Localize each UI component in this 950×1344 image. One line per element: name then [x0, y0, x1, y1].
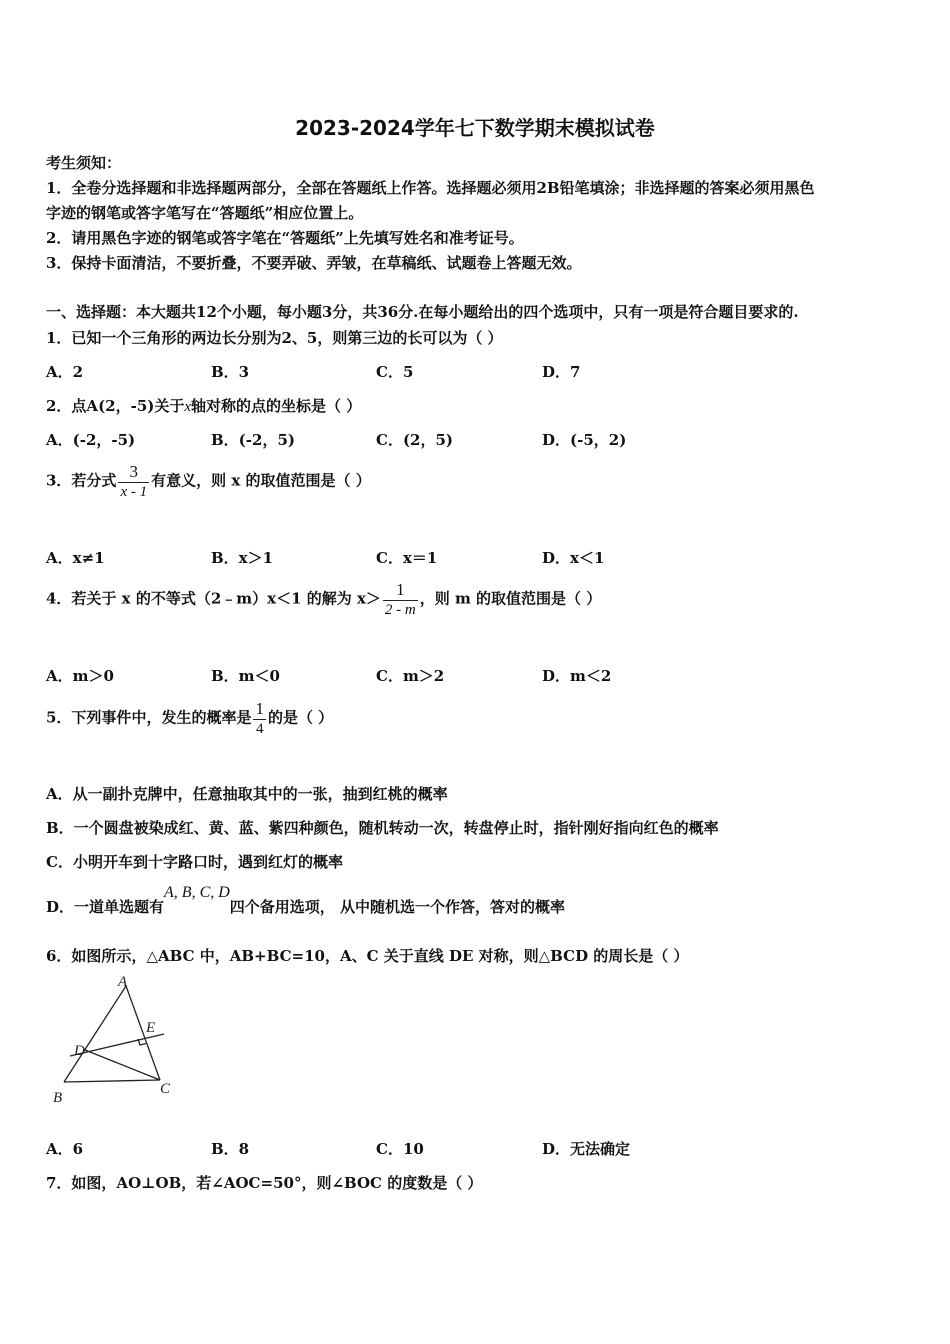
q4-option-a[interactable]: A．m＞0	[46, 667, 114, 685]
q5-option-d[interactable]	[46, 884, 565, 917]
q3-frac-num: 3	[129, 462, 139, 481]
segment-bc	[64, 1080, 160, 1082]
label-d: D	[74, 1043, 85, 1059]
q4-frac-num: 1	[396, 580, 405, 599]
q3-stem-a: 3．若分式	[46, 471, 117, 490]
q6-stem: 6．如图所示，△ABC 中，AB+BC=10，A、C 关于直线 DE 对称，则△BCD 的周长是（ ）	[46, 947, 689, 965]
q4-fraction	[383, 580, 418, 619]
q5-option-d-vars: A, B, C, D	[164, 884, 230, 901]
q6-options	[46, 1138, 846, 1158]
label-b: B	[53, 1090, 63, 1106]
notice-item-3: 3．保持卡面清洁，不要折叠，不要弄破、弄皱，在草稿纸、试题卷上答题无效。	[46, 254, 582, 272]
q4-stem	[46, 580, 601, 619]
q5-fraction	[253, 699, 266, 738]
q5-stem-a: 5．下列事件中，发生的概率是	[46, 708, 252, 727]
label-a: A	[118, 974, 128, 990]
q6-option-b[interactable]: B．8	[211, 1140, 250, 1158]
q4-stem-a: 4．若关于 x 的不等式（2﹣m）x＜1 的解为 x＞	[46, 589, 381, 608]
q5-option-d-b: 四个备用选项， 从中随机选一个作答，答对的概率	[229, 898, 566, 916]
q5-option-c[interactable]: C．小明开车到十字路口时，遇到红灯的概率	[46, 853, 343, 871]
q2-stem-a: 2．点A(2，-5)关于	[46, 397, 185, 415]
q1-stem: 1．已知一个三角形的两边长分别为2、5，则第三边的长可以为（ ）	[46, 329, 503, 347]
q5-stem-b: 的是（ ）	[267, 708, 334, 727]
q1-option-d[interactable]: D．7	[542, 363, 581, 381]
q3-option-c[interactable]: C．x＝1	[376, 549, 438, 567]
q1-option-a[interactable]: A．2	[46, 363, 84, 381]
q1-option-b[interactable]: B．3	[211, 363, 250, 381]
exam-title: 2023-2024学年七下数学期末模拟试卷	[295, 116, 655, 140]
q3-fraction	[118, 462, 149, 501]
section-heading: 一、选择题：本大题共12个小题，每小题3分，共36分.在每小题给出的四个选项中，只有一项是符合题目要求的.	[46, 303, 799, 321]
q4-option-b[interactable]: B．m＜0	[211, 667, 280, 685]
q4-options	[46, 665, 846, 685]
q3-option-b[interactable]: B．x＞1	[211, 549, 274, 567]
q2-options	[46, 429, 846, 449]
q5-frac-den: 4	[253, 719, 266, 738]
q5-option-d-a: D．一道单选题有	[46, 898, 165, 916]
q3-option-d[interactable]: D．x＜1	[542, 549, 605, 567]
q5-frac-num: 1	[255, 699, 264, 718]
q2-option-b[interactable]: B．(-2，5)	[211, 431, 295, 449]
q1-option-c[interactable]: C．5	[376, 363, 414, 381]
q6-option-a[interactable]: A．6	[46, 1140, 84, 1158]
q3-stem	[46, 462, 371, 501]
q4-option-d[interactable]: D．m＜2	[542, 667, 612, 685]
q4-option-c[interactable]: C．m＞2	[376, 667, 445, 685]
label-e: E	[146, 1020, 156, 1036]
q5-stem	[46, 699, 333, 738]
notice-item-1: 1．全卷分选择题和非选择题两部分，全部在答题纸上作答。选择题必须用2B铅笔填涂；非选择题的答案必须用黑色	[46, 179, 815, 197]
q2-option-d[interactable]: D．(-5，2)	[542, 431, 627, 449]
q2-option-c[interactable]: C．(2，5)	[376, 431, 454, 449]
segment-ab	[64, 986, 126, 1082]
label-c: C	[160, 1081, 171, 1097]
notice-heading: 考生须知：	[46, 154, 122, 172]
q2-option-a[interactable]: A．(-2，-5)	[46, 431, 136, 449]
q6-option-c[interactable]: C．10	[376, 1140, 424, 1158]
q5-option-b[interactable]: B．一个圆盘被染成红、黄、蓝、紫四种颜色，随机转动一次，转盘停止时，指针刚好指向红色的概率	[46, 819, 719, 837]
q5-option-a[interactable]: A．从一副扑克牌中，任意抽取其中的一张，抽到红桃的概率	[46, 785, 448, 803]
q3-frac-den: x - 1	[120, 484, 148, 500]
q1-options	[46, 361, 846, 381]
q2-stem	[46, 395, 361, 416]
q2-stem-b: 轴对称的点的坐标是（ ）	[191, 397, 362, 415]
triangle-figure	[50, 972, 190, 1107]
notice-item-1-cont: 字迹的钢笔或答字笔写在“答题纸”相应位置上。	[46, 204, 364, 222]
q3-option-a[interactable]: A．x≠1	[46, 549, 105, 567]
q3-stem-b: 有意义，则 x 的取值范围是（ ）	[151, 471, 371, 490]
q2-stem-var: x	[184, 399, 192, 415]
segment-dc	[85, 1050, 160, 1080]
q7-stem: 7．如图，AO⊥OB，若∠AOC=50°，则∠BOC 的度数是（ ）	[46, 1174, 483, 1192]
notice-item-2: 2．请用黑色字迹的钢笔或答字笔在“答题纸”上先填写姓名和准考证号。	[46, 229, 524, 247]
q4-frac-den: 2 - m	[384, 602, 416, 618]
q6-option-d[interactable]: D．无法确定	[542, 1140, 631, 1158]
q3-options	[46, 547, 846, 567]
q4-stem-b: ，则 m 的取值范围是（ ）	[419, 589, 602, 608]
